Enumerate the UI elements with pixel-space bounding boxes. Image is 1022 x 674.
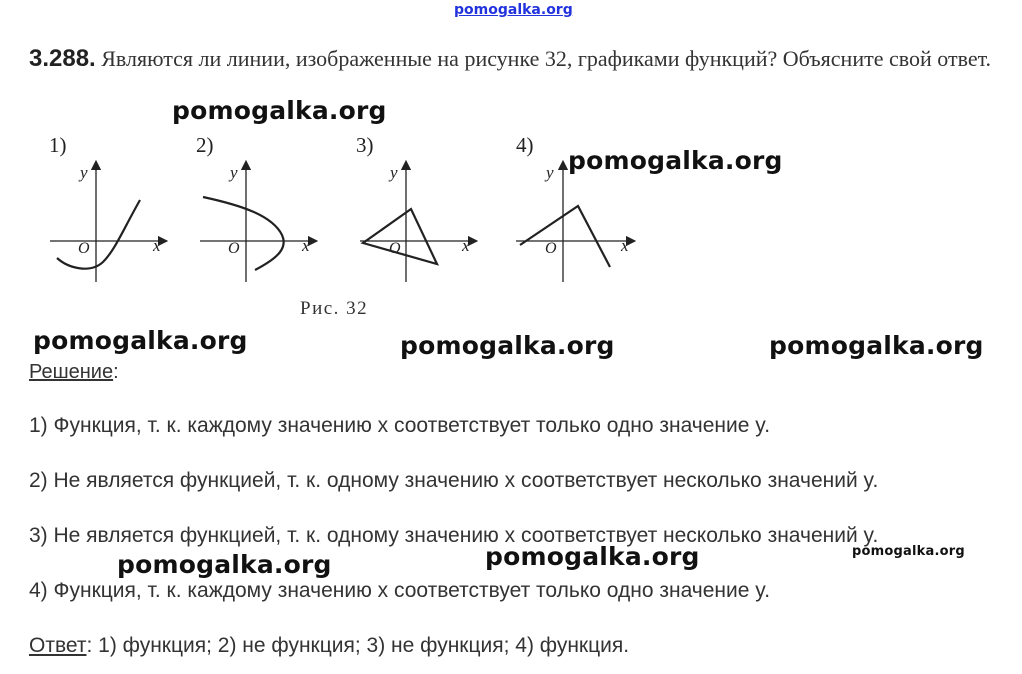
watermark-1: pomogalka.org (172, 96, 387, 125)
solution-heading (29, 361, 119, 384)
watermark-4: pomogalka.org (400, 331, 615, 360)
graph-4-y-label: y (546, 163, 554, 182)
watermark-2: pomogalka.org (568, 146, 783, 175)
graph-3 (360, 165, 473, 282)
task-text: Являются ли линии, изображенные на рисунке 32, графиками функций? Объясните свой ответ. (95, 46, 992, 71)
graph-2-x-label: x (302, 236, 310, 255)
solution-heading-text: Решение (29, 361, 114, 383)
watermark-3: pomogalka.org (33, 326, 248, 355)
watermark-7: pomogalka.org (485, 542, 700, 571)
task-number: 3.288. (29, 45, 96, 72)
graph-1 (50, 165, 163, 282)
solution-item-2: 2) Не является функцией, т. к. одному значению x соответствует несколько значений y. (29, 469, 879, 492)
graph-4-x-label: x (621, 236, 629, 255)
figure-caption: Рис. 32 (300, 298, 369, 319)
graph-2 (200, 165, 313, 282)
top-watermark-link[interactable]: pomogalka.org (454, 2, 573, 18)
graph-3-origin-label: O (389, 240, 401, 257)
answer-text: : 1) функция; 2) не функция; 3) не функция; 4) функция. (86, 634, 630, 657)
figure-label-2: 2) (196, 133, 214, 157)
figure-label-4: 4) (516, 133, 534, 157)
graph-3-x-label: x (462, 236, 470, 255)
solution-item-1: 1) Функция, т. к. каждому значению x соответствует только одно значение y. (29, 414, 771, 437)
watermark-6: pomogalka.org (117, 550, 332, 579)
solution-heading-colon: : (113, 361, 119, 383)
figure-label-1: 1) (49, 133, 67, 157)
answer-line (29, 634, 629, 658)
solution-item-3: 3) Не является функцией, т. к. одному значению x соответствует несколько значений y. (29, 524, 879, 547)
graph-1-origin-label: O (78, 240, 90, 257)
graph-1-x-label: x (153, 236, 161, 255)
figure-label-3: 3) (356, 133, 374, 157)
task-statement (29, 40, 1009, 78)
graph-2-y-label: y (230, 163, 238, 182)
graph-1-y-label: y (80, 163, 88, 182)
graph-4-origin-label: O (545, 240, 557, 257)
watermark-5: pomogalka.org (769, 331, 984, 360)
watermark-8: pomogalka.org (852, 544, 965, 559)
answer-label: Ответ (29, 634, 87, 657)
graph-3-y-label: y (390, 163, 398, 182)
solution-item-4: 4) Функция, т. к. каждому значению x соответствует только одно значение y. (29, 579, 771, 602)
graph-2-origin-label: O (228, 240, 240, 257)
graph-4 (516, 165, 631, 282)
